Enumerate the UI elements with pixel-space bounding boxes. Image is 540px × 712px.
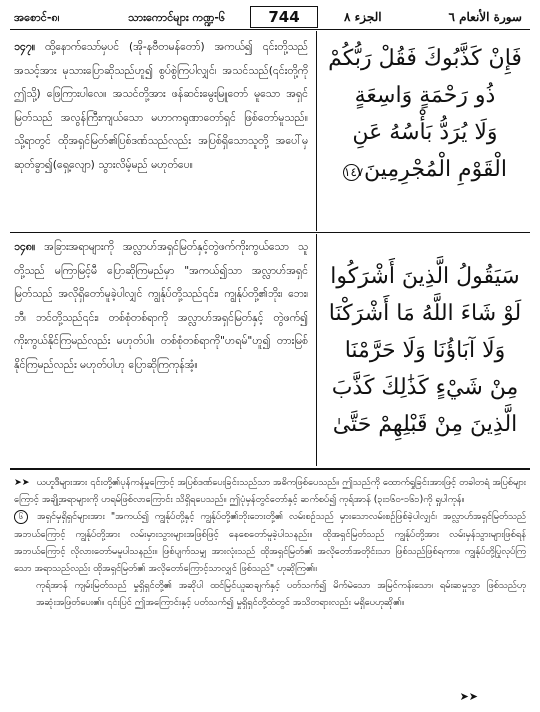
- arabic-line: الَّذِينَ مِنْ قَبْلِهِمْ حَتَّىٰ: [332, 412, 518, 437]
- footnote-marker: ၆: [14, 510, 28, 524]
- verse-number: ၁၄၇။: [14, 41, 36, 53]
- arabic-line: فَإِنْ كَذَّبُوكَ فَقُلْ رَبُّكُمْ: [328, 46, 522, 71]
- juz-label: الجزء ٨: [344, 10, 382, 24]
- footnote-paragraph: [14, 474, 526, 508]
- arabic-line: لَوْ شَاءَ اللَّهُ مَا أَشْرَكْنَا: [328, 301, 522, 326]
- arabic-line-text: الْقَوْمِ الْمُجْرِمِينَ: [364, 157, 507, 182]
- footnote-paragraph: [14, 577, 526, 611]
- arabic-line: [322, 151, 528, 188]
- surah-label-burmese: သားကောင်များ ကဏ္ဍ-၆: [128, 11, 226, 24]
- continuation-arrow-icon: ➤➤: [459, 690, 478, 703]
- verse-number: ၁၄၈။: [14, 241, 36, 253]
- footnote-text: အရှင်မှရှိရှင်များအား "အကယ်၍ ကျွန်ုပ်တို့နှင့် ကျွန်ုပ်တို့၏ဘိုးဘေးတို့၏ လမ်းစဉ်သည် မှားသောလမ်းစဉ်ဖြစ်ခဲ့ပါလျှင်၊ အလ္လာဟ်အရှင်မြတ်သည် အဘယ်ကြောင့် ကျွန်ုပ်တို့အား လမ်းမှားသွားများအဖြစ်ဖြင့် နေစေတော်မူခဲ့ပါသနည်း။ ထိုအရှင်မြတ်သည် ကျွန်ုပ်တို့အား လမ်းမှန်သွားများဖြစ်ရန် အဘယ်ကြောင့် လိုလားတော်မမူပါသနည်း။ ဖြစ်ပျက်သမျှ အားလုံးသည် ထိုအရှင်မြတ်၏ အလိုတော်အတိုင်းသာ ဖြစ်သည်ဖြစ်ရကား၊ ကျွန်ုပ်တို့ပြုလုပ်ကြသော အရာသည်လည်း ထိုအရှင်မြတ်၏ အလိုတော်ကြောင့်သာလျှင် ဖြစ်သည်" ဟုဆိုကြ၏။: [14, 511, 526, 575]
- page-number: 744: [250, 6, 318, 28]
- verse-147-translation: [14, 36, 308, 178]
- arabic-line: وَلَا آبَاؤُنَا وَلَا حَرَّمْنَا: [344, 338, 506, 363]
- translation-text: အခြားအရာများကို အလ္လာဟ်အရှင်မြတ်နှင့်တွဲဖက်ကိုးကွယ်သော သူတို့သည် မကြာမြင့်မီ ပြောဆိုကြမည်မှာ "အကယ်၍သာ အလ္လာဟ်အရှင်မြတ်သည် အလိုရှိတော်မူခဲ့ပါလျှင် ကျွန်ုပ်တို့သည်၎င်း၊ ကျွန်ုပ်တို့၏ဘိုး၊ ဘေး၊ ဘီ၊ ဘင်တို့သည်၎င်း၊ တစ်စုံတစ်ရာကို အလ္လာဟ်အရှင်မြတ်နှင့် တွဲဖက်၍ ကိုးကွယ်နိုင်ကြမည်လည်း မဟုတ်ပါ။ တစ်စုံတစ်ရာကို"ဟရမ်"ဟူ၍ တားမြစ်နိုင်ကြမည်လည်း မဟုတ်ပါဟု ပြောဆိုကြကုန်အံ့။: [14, 241, 308, 371]
- translation-text: ထို့နောက်သော်မှပင် (အို-နဗီတမန်တော်) အကယ်၍ ၎င်းတို့သည် အသင့်အား မုသားပြောဆိုသည်ဟူ၍ စွပ်စွဲကြပါလျှင်၊ အသင်သည်(၎င်းတို့ကို ဤသို့) ဖြေကြားပါလေ။ အသင်တို့အား ဖန်ဆင်းမွေးမြူတော် မူသော အရှင်မြတ်သည် အလွန်ကြီးကျယ်သော မဟာကရုဏာတော်ရှင် ဖြစ်တော်မူသည်။ သို့ရာတွင် ထိုအရှင်မြတ်၏ပြစ်ဒဏ်သည်လည်း အပြစ်ရှိသောသူတို့ အပေါ်မှ ဆုတ်ခွာ၍(ရှေ့လျော) သွားလိမ့်မည် မဟုတ်ပေ။: [14, 41, 308, 171]
- verse-148-arabic: [322, 258, 528, 443]
- surah-label-arabic: سورة الأنعام ٦: [448, 10, 522, 24]
- footnote-divider: [10, 468, 530, 470]
- footnote-text: ယဟူဒီများအား ၎င်းတို့၏ပုန်ကန်မှုကြောင့် အပြစ်ဒဏ်ပေးခြင်းသည်သာ အဓိကဖြစ်ပေသည်။ ဤသည်ကို ထောက်ရှုခြင်းအားဖြင့် တခါတရံ အပြစ်များကြောင့် အချို့အရာများကို ဟရမ်ဖြစ်လာကြောင်း သိရှိရပေသည်။ ဤပုံမှန်တွင်တော်နှင့် ဆက်စပ်၍ ကုရ်အာန် (၃း၁၆၀-၁၆၁)ကို ရှုပါကုန်။: [14, 477, 526, 506]
- verse-147-arabic: [322, 40, 528, 188]
- arabic-line: مِنْ شَيْءٍ كَذَٰلِكَ كَذَّبَ: [331, 375, 519, 400]
- footnote-paragraph: [14, 508, 526, 577]
- header-divider: [10, 29, 530, 30]
- footnotes: [14, 474, 526, 612]
- section-divider: [10, 232, 530, 233]
- verse-148-translation: [14, 236, 308, 378]
- column-divider: [316, 234, 317, 466]
- continuation-arrow-icon: ➤➤: [14, 477, 30, 488]
- arabic-line: وَلَا يُرَدُّ بَأْسُهُ عَنِ: [352, 120, 498, 145]
- arabic-line: ذُو رَحْمَةٍ وَاسِعَةٍ: [354, 83, 496, 108]
- arabic-line: سَيَقُولُ الَّذِينَ أَشْرَكُوا: [330, 264, 520, 289]
- section-label: အစောင်-၈၊: [14, 11, 60, 24]
- footnote-text: ကုရ်အာန် ကျမ်းမြတ်သည် မှုရှိရှင်တို့၏ အဆိုပါ ထင်မြင်ယူဆချက်နှင့် ပတ်သက်၍ မိက်မဲသော အမြင်ကန်းသော၊ ရမ်းဆမှုသွာ ဖြစ်သည်ဟု အဆုံးအဖြတ်ပေး၏။ ၎င်းပြင် ဤအကြောင်းနှင့် ပတ်သက်၍ မှုရှိရှင်တို့ထံတွင် အသိတရားလည်း မရှိပေဟုဆို၏။: [36, 580, 526, 609]
- verse-end-marker: ١٤٧: [344, 165, 364, 179]
- column-divider: [316, 31, 317, 231]
- page-header: [14, 6, 526, 30]
